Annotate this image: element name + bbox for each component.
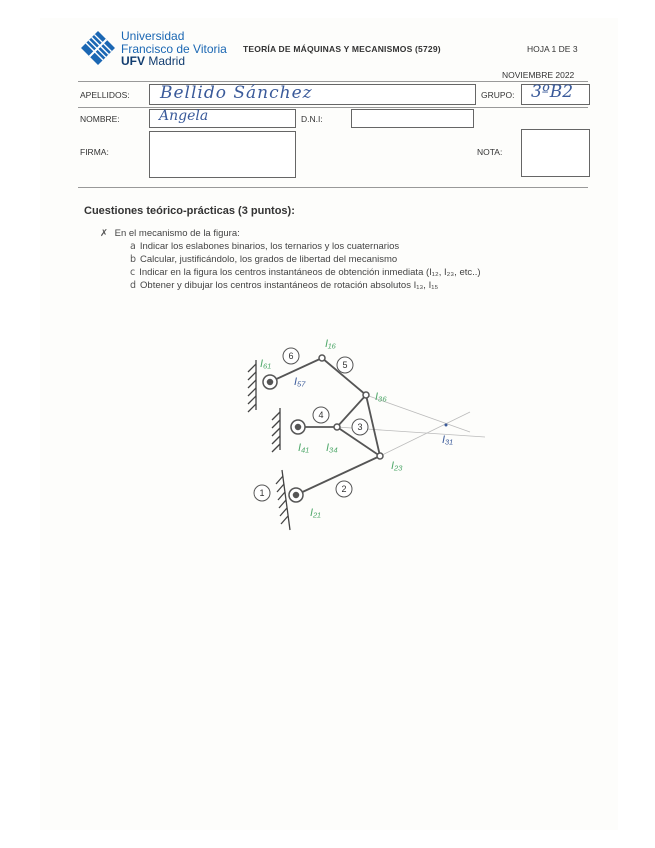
ic-label-i41: I₄₁ bbox=[298, 442, 309, 454]
ic-label-i34: I₃₄ bbox=[326, 442, 338, 454]
link-number-2: 2 bbox=[341, 484, 347, 494]
logo-line-1: Universidad bbox=[121, 29, 185, 43]
apellidos-label: APELLIDOS: bbox=[80, 90, 130, 100]
nombre-value: Angela bbox=[159, 108, 209, 124]
logo-line-2: Francisco de Vitoria bbox=[121, 41, 227, 56]
link-number-circles bbox=[254, 348, 368, 501]
item-d-mark: d bbox=[130, 280, 137, 291]
ic-label-i57: I₅₇ bbox=[294, 376, 306, 388]
ground-1 bbox=[248, 360, 256, 412]
logo-madrid: Madrid bbox=[148, 54, 186, 68]
item-c-mark: c bbox=[130, 267, 136, 278]
i31-point bbox=[445, 424, 448, 427]
link-number-3: 3 bbox=[357, 422, 363, 432]
ic-label-i21: I₂₁ bbox=[310, 507, 321, 519]
ground-3 bbox=[276, 470, 290, 530]
course-title: TEORÍA DE MÁQUINAS Y MECANISMOS (5729) bbox=[243, 44, 441, 54]
ic-label-i31: I₃₁ bbox=[442, 434, 453, 446]
apellidos-value: Bellido Sánchez bbox=[160, 83, 313, 103]
item-b-mark: b bbox=[130, 254, 137, 265]
exam-date: NOVIEMBRE 2022 bbox=[502, 70, 575, 80]
ic-label-i36: I₃₆ bbox=[375, 391, 387, 403]
logo-ufv: UFV bbox=[121, 54, 145, 68]
nota-label: NOTA: bbox=[477, 147, 503, 157]
grupo-label: GRUPO: bbox=[481, 90, 515, 100]
ic-label-i23: I₂₃ bbox=[391, 460, 403, 472]
ic-label-i16: I₁₆ bbox=[325, 338, 336, 350]
firma-label: FIRMA: bbox=[80, 147, 109, 157]
grupo-value: 3ºB2 bbox=[531, 82, 574, 102]
section-title: Cuestiones teórico-prácticas (3 puntos): bbox=[84, 205, 295, 217]
sheet-number: HOJA 1 DE 3 bbox=[527, 44, 578, 54]
nombre-label: NOMBRE: bbox=[80, 114, 120, 124]
question-text: En el mecanismo de la figura: bbox=[114, 228, 240, 239]
construction-line-3 bbox=[380, 412, 470, 456]
list-item-a-text: Indicar los eslabones binarios, los ternarios y los cuaternarios bbox=[139, 241, 400, 252]
list-item-b-text: Calcular, justificándolo, los grados de libertad del mecanismo bbox=[140, 254, 398, 265]
link-number-4: 4 bbox=[318, 410, 324, 420]
item-a-mark: a bbox=[130, 241, 136, 252]
ic-label-i61: I₆₁ bbox=[260, 358, 271, 370]
link-number-1: 1 bbox=[259, 488, 265, 498]
list-item-d-text: Obtener y dibujar los centros instantáneos de rotación absolutos I₁₃, I₁₅ bbox=[140, 280, 439, 291]
link-number-6: 6 bbox=[288, 351, 294, 361]
x-mark-icon: ✗ bbox=[100, 228, 108, 239]
list-item-c-text: Indicar en la figura los centros instantáneos de obtención inmediata (I₁₂, I₂₃, etc..) bbox=[139, 267, 481, 278]
ground-2 bbox=[272, 408, 280, 452]
link-number-5: 5 bbox=[342, 360, 348, 370]
dni-label: D.N.I: bbox=[301, 114, 323, 124]
